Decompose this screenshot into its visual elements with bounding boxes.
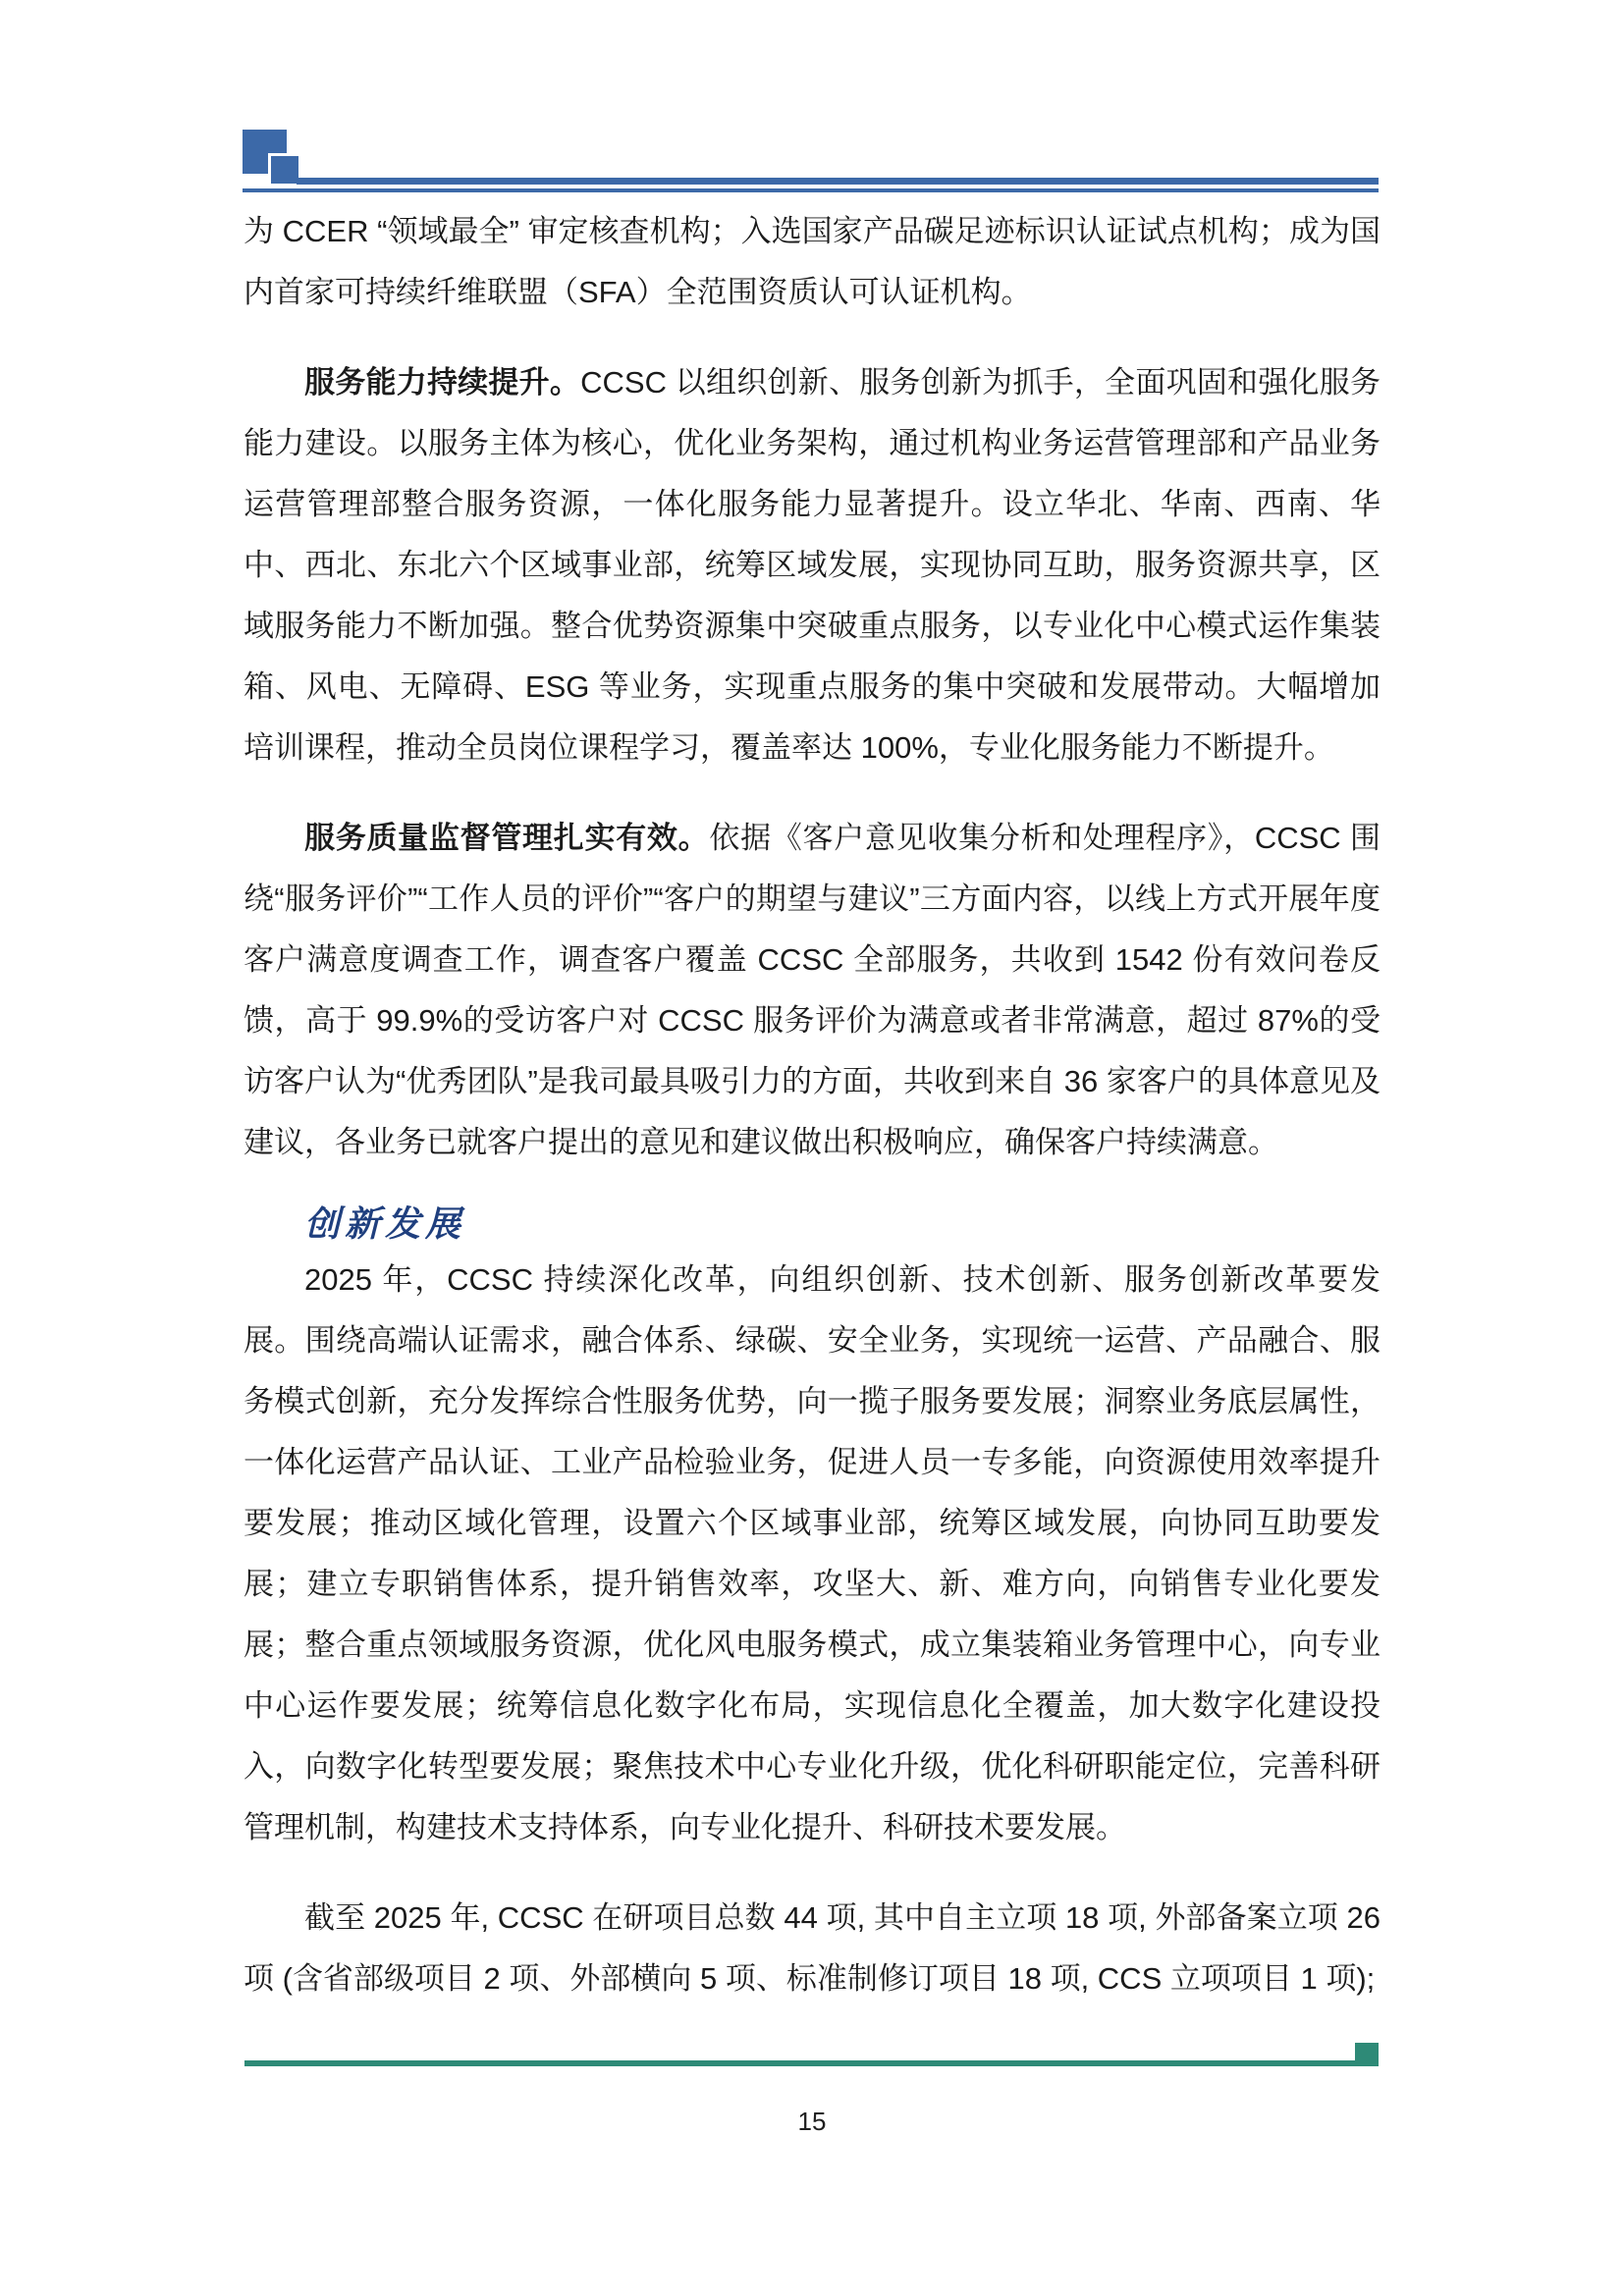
header-accent-square-small-icon: [268, 153, 298, 184]
document-body: [244, 201, 1380, 2039]
paragraph-service-capability-lead: 服务能力持续提升。: [304, 365, 581, 400]
paragraph-service-quality: [244, 808, 1380, 1173]
section-heading-innovation-development: 创新发展: [304, 1203, 466, 1245]
paragraph-service-quality-lead: 服务质量监督管理扎实有效。: [304, 821, 710, 855]
page-number: 15: [797, 2107, 827, 2136]
header-rule-thin: [243, 188, 1379, 192]
paragraph-service-capability: [244, 352, 1380, 778]
footer-accent-square-icon: [1355, 2043, 1379, 2066]
header-rule-thick: [297, 178, 1379, 185]
paragraph-service-quality-body: 依据《客户意见收集分析和处理程序》，CCSC 围绕“服务评价”“工作人员的评价”“客户的期望与建议”三方面内容，以线上方式开展年度客户满意度调查工作，调查客户覆盖 CCSC 全部服务，共收到 1542 份有效问卷反馈，高于 99.9%的受访客户对 CCSC 服务评价为满意或者非常满意，超过 87%的受访客户认为“优秀团队”是我司最具吸引力的方面，共收到来自 36 家客户的具体意见及建议，各业务已就客户提出的意见和建议做出积极响应，确保客户持续满意。: [244, 821, 1381, 1159]
paragraph-research-projects: 截至 2025 年, CCSC 在研项目总数 44 项, 其中自主立项 18 项, 外部备案立项 26 项 (含省部级项目 2 项、外部横向 5 项、标准制修订项目 18 项, CCS 立项项目 1 项);: [244, 1900, 1380, 1996]
footer-rule: [244, 2060, 1355, 2066]
paragraph-service-capability-body: CCSC 以组织创新、服务创新为抓手，全面巩固和强化服务能力建设。以服务主体为核心，优化业务架构，通过机构业务运营管理部和产品业务运营管理部整合服务资源，一体化服务能力显著提升。设立华北、华南、西南、华中、西北、东北六个区域事业部，统筹区域发展，实现协同互助，服务资源共享，区域服务能力不断加强。整合优势资源集中突破重点服务，以专业化中心模式运作集装箱、风电、无障碍、ESG 等业务，实现重点服务的集中突破和发展带动。大幅增加培训课程，推动全员岗位课程学习，覆盖率达 100%，专业化服务能力不断提升。: [244, 365, 1380, 765]
paragraph-continued-from-previous-page: 为 CCER “领域最全” 审定核查机构；入选国家产品碳足迹标识认证试点机构；成为国内首家可持续纤维联盟（SFA）全范围资质认可认证机构。: [244, 214, 1380, 309]
paragraph-innovation-reform: 2025 年，CCSC 持续深化改革，向组织创新、技术创新、服务创新改革要发展。围绕高端认证需求，融合体系、绿碳、安全业务，实现统一运营、产品融合、服务模式创新，充分发挥综合性服务优势，向一揽子服务要发展；洞察业务底层属性，一体化运营产品认证、工业产品检验业务，促进人员一专多能，向资源使用效率提升要发展；推动区域化管理，设置六个区域事业部，统筹区域发展，向协同互助要发展；建立专职销售体系，提升销售效率，攻坚大、新、难方向，向销售专业化要发展；整合重点领域服务资源，优化风电服务模式，成立集装箱业务管理中心，向专业中心运作要发展；统筹信息化数字化布局，实现信息化全覆盖，加大数字化建设投入，向数字化转型要发展；聚焦技术中心专业化升级，优化科研职能定位，完善科研管理机制，构建技术支持体系，向专业化提升、科研技术要发展。: [244, 1262, 1380, 1844]
